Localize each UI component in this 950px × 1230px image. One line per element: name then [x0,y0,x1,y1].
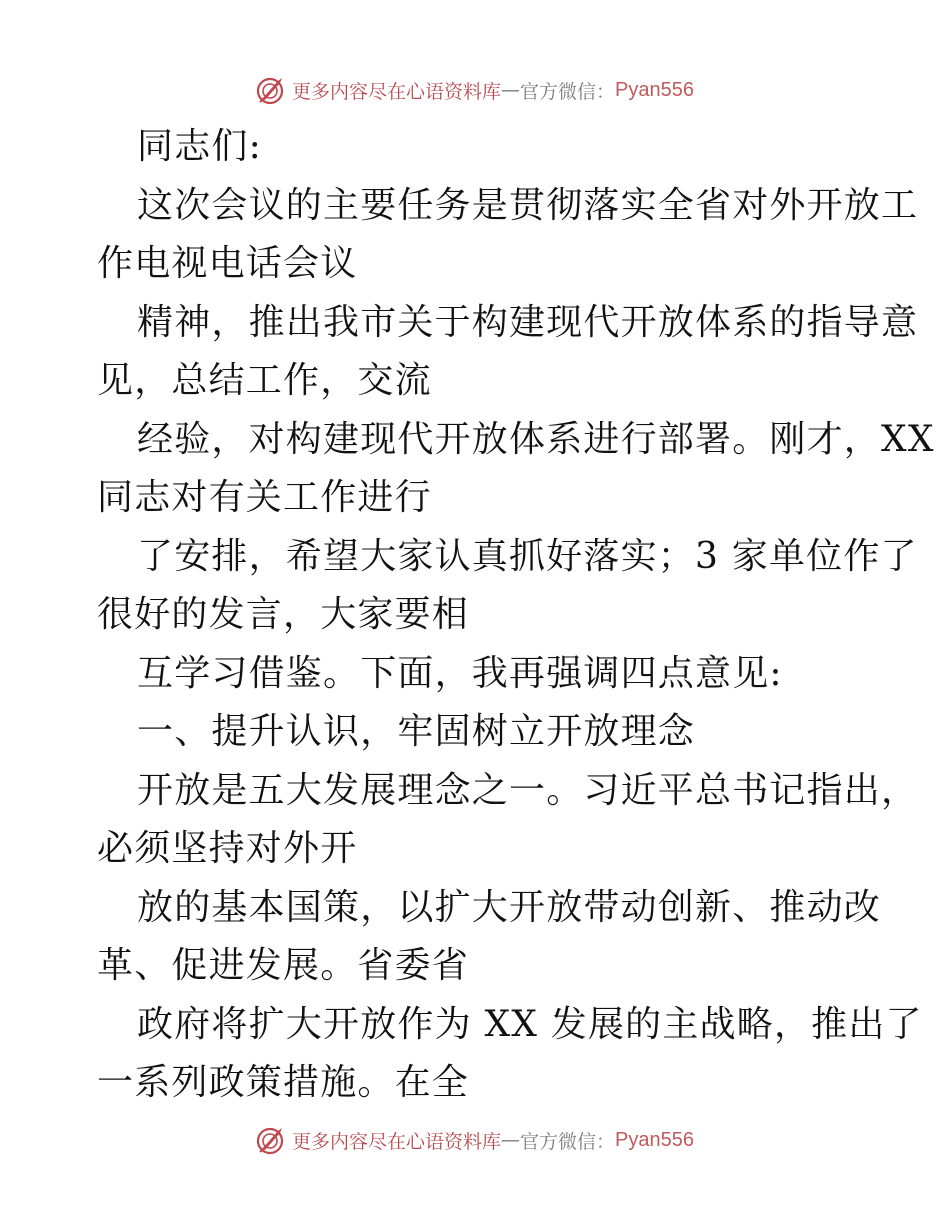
text-line: 互学习借鉴。下面，我再强调四点意见: [137,652,783,694]
text-line: 精神，推出我市关于构建现代开放体系的指导意 [137,301,919,343]
watermark-official-label: 官方微信： [520,1130,616,1153]
text-line: 了安排，希望大家认真抓好落实；3 家单位作了 [137,535,918,577]
quill-logo-icon [256,75,286,105]
watermark-account: Pyan556 [615,1128,694,1151]
text-line: 放的基本国策，以扩大开放带动创新、推动改 [137,886,882,928]
watermark-text: 更多内容尽在心语资料库 [292,80,502,103]
watermark-separator: — [501,79,521,101]
text-line: 开放是五大发展理念之一。习近平总书记指出， [137,769,919,811]
text-line: 一系列政策措施。在全 [97,1062,470,1103]
watermark-banner-bottom [0,1120,950,1160]
document-body [97,118,935,1113]
text-line: 革、促进发展。省委省 [97,945,470,986]
text-line: 必须坚持对外开 [97,828,358,869]
text-line: 政府将扩大开放作为 XX 发展的主战略，推出了 [137,1003,923,1045]
watermark-text: 更多内容尽在心语资料库 [292,1130,502,1153]
text-line: 见，总结工作，交流 [97,360,432,401]
watermark-banner-top [0,70,950,110]
watermark-account: Pyan556 [615,78,694,101]
watermark-separator: — [501,1129,521,1151]
text-line: 这次会议的主要任务是贯彻落实全省对外开放工 [137,184,919,226]
text-line: 同志们: [137,126,262,167]
section-heading: 一、提升认识，牢固树立开放理念 [137,711,696,752]
quill-logo-icon [256,1125,286,1155]
text-line: 经验，对构建现代开放体系进行部署。刚才，XX [137,418,935,460]
text-line: 很好的发言，大家要相 [97,594,470,635]
watermark-official-label: 官方微信： [520,80,616,103]
text-line: 作电视电话会议 [97,243,358,284]
text-line: 同志对有关工作进行 [97,477,432,518]
